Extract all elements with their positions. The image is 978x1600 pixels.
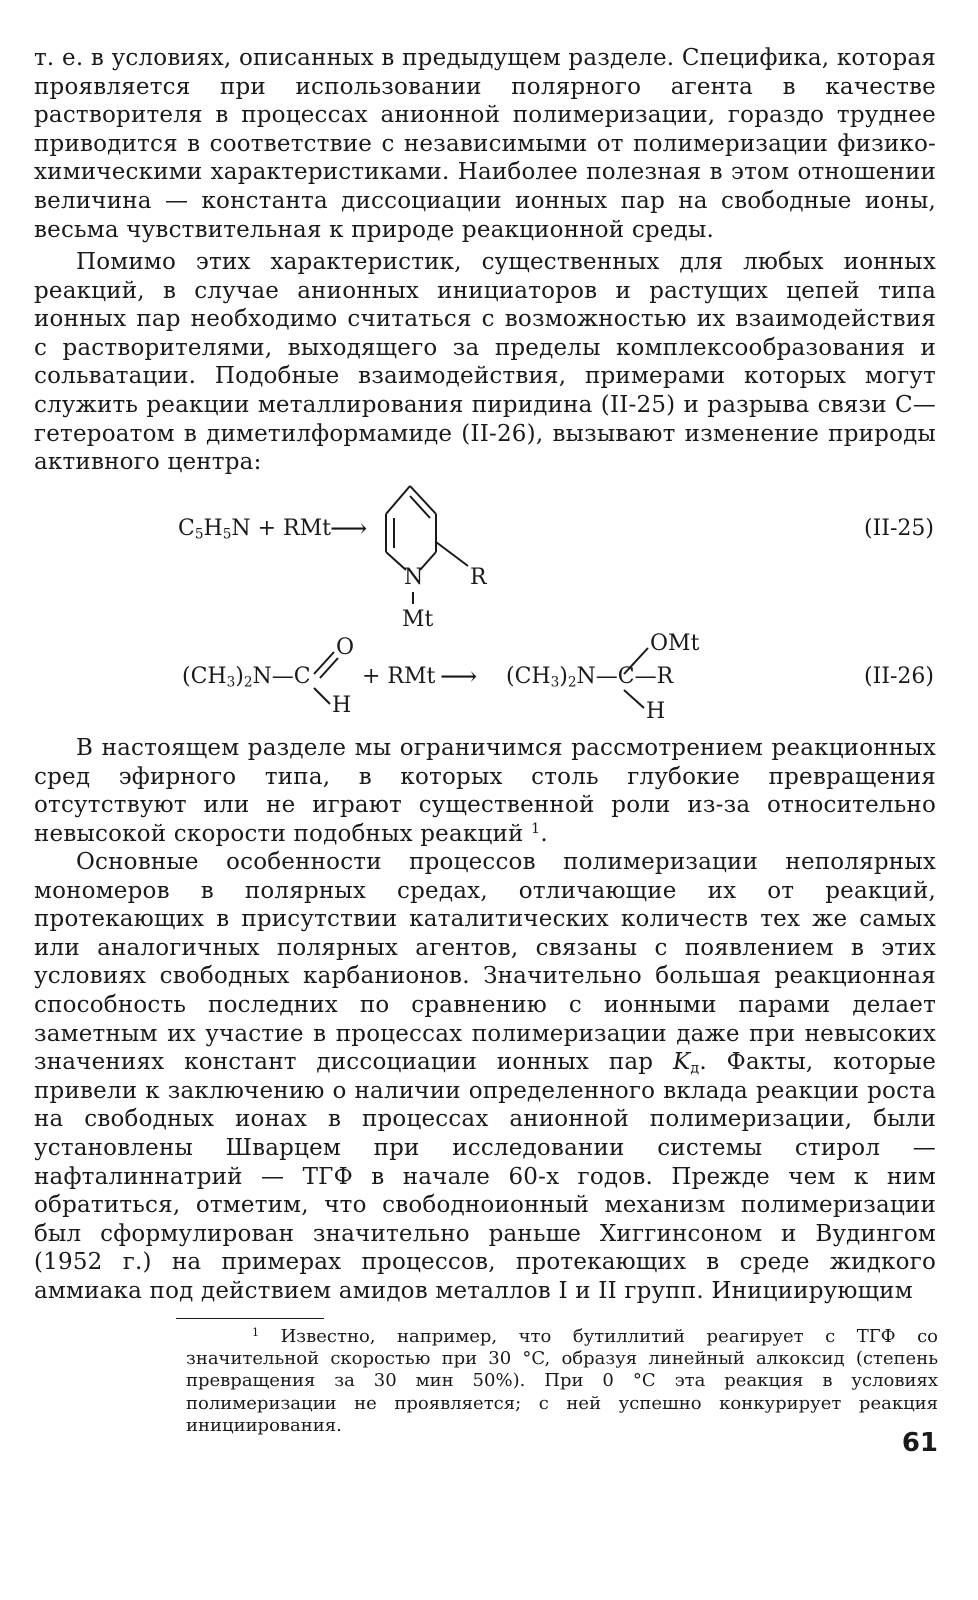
footnote xyxy=(186,1326,938,1437)
paragraph-4 xyxy=(34,848,936,1306)
eq1-arrow: ⟶ xyxy=(330,514,368,544)
equation-ii-25 xyxy=(0,480,978,640)
ch-bond xyxy=(314,688,330,704)
equation-ii-26 xyxy=(0,630,978,726)
paragraph-3-end: . xyxy=(540,820,548,847)
aldehyde-branches xyxy=(310,630,370,726)
co-double-bond xyxy=(320,658,338,678)
eq2-h-label: H xyxy=(332,693,352,718)
ring-double-bond xyxy=(410,496,430,518)
ring-n-label: N xyxy=(404,565,424,590)
eq2-rhs-h-label: H xyxy=(646,699,666,724)
dihydropyridine-ring xyxy=(380,480,500,640)
c-omt-bond xyxy=(624,648,648,674)
eq2-lhs-sub3: 3 xyxy=(226,674,236,691)
eq2-lhs-b: ) xyxy=(235,664,244,689)
eq2-plus: + RMt xyxy=(362,664,436,689)
eq2-lhs-c: N—C xyxy=(252,664,311,689)
ring-bond xyxy=(386,552,406,570)
k-subscript: д xyxy=(690,1060,700,1077)
page-number: 61 xyxy=(901,1428,938,1458)
footnote-ref: 1 xyxy=(531,820,541,837)
eq2-lhs-sub2: 2 xyxy=(243,674,253,691)
alkoxide-branches xyxy=(620,630,720,726)
eq2-number: (II-26) xyxy=(864,664,934,689)
eq2-lhs-a: (CH xyxy=(182,664,227,689)
paragraph-3-text: В настоящем разделе мы ограничимся рассмотрением реакционных сред эфирного типа, в которых столь глубокие превращения отсутствуют или не играют существенной роли из-за относительно невысокой скорости подобных реакций xyxy=(34,735,936,847)
eq1-reactants xyxy=(178,516,331,541)
ring-mt-label: Mt xyxy=(402,607,434,632)
eq2-rhs-sub2: 2 xyxy=(567,674,577,691)
co-double-bond xyxy=(314,652,334,674)
r-bond xyxy=(436,542,468,566)
eq1-c-sub: 5 xyxy=(194,526,204,543)
eq2-rhs-b: ) xyxy=(559,664,568,689)
eq2-rhs-a: (CH xyxy=(506,664,551,689)
ring-bond xyxy=(386,486,410,514)
footnote-separator xyxy=(176,1318,324,1319)
eq1-h-sub: 5 xyxy=(222,526,232,543)
paragraph-1: т. е. в условиях, описанных в предыдущем разделе. Специфика, которая проявляется при использовании полярного агента в качестве растворителя в процессах анионной полимеризации, гораздо труднее приводится в соответствие с независимыми от полимеризации физико-химическими характеристиками. Наиболее полезная в этом отношении величина — константа диссоциации ионных пар на свободные ионы, весьма чувствительная к природе реакционной среды. xyxy=(34,45,936,243)
eq2-arrow: ⟶ xyxy=(440,662,478,692)
ring-r-label: R xyxy=(470,565,487,590)
footnote-text: Известно, например, что бутиллитий реагирует с ТГФ со значительной скоростью при 30 °C, образуя линейный алкоксид (степень превращения за 30 мин 50%). При 0 °C эта реакция в условиях полимеризации не проявляется; с ней успешно конкурирует реакция инициирования. xyxy=(186,1326,938,1436)
eq2-omt-label: OMt xyxy=(650,631,700,656)
paragraph-2: Помимо этих характеристик, существенных для любых ионных реакций, в случае анионных инициаторов и растущих цепей типа ионных пар необходимо считаться с возможностью их взаимодействия с растворителями, выходящего за пределы комплексообразования и сольватации. Подобные взаимодействия, примерами которых могут служить реакции металлирования пиридина (II-25) и разрыва связи C—гетероатом в диметилформамиде (II-26), вызывают изменение природы активного центра: xyxy=(34,249,936,476)
k-symbol: K xyxy=(673,1049,691,1076)
eq1-rest: N + RMt xyxy=(231,516,331,541)
footnote-mark: 1 xyxy=(252,1325,260,1339)
paragraph-4-part2: . Факты, которые привели к заключению о наличии определенного вклада реакции роста на свободных ионах в процессах анионной полимеризации, были установлены Шварцем при исследовании системы стирол — нафталиннатрий — ТГФ в начале 60-х годов. Прежде чем к ним обратиться, отметим, что свободноионный механизм полимеризации был сформулирован значительно раньше Хиггинсоном и Вудингом (1952 г.) на примерах процессов, протекающих в среде жидкого аммиака под действием амидов металлов I и II групп. Инициирующим xyxy=(34,1049,937,1304)
c-h-bond xyxy=(624,690,644,708)
eq1-c: C xyxy=(178,516,195,541)
eq1-h: H xyxy=(203,516,223,541)
eq2-rhs-c: N—C—R xyxy=(576,664,674,689)
eq2-rhs-sub3: 3 xyxy=(550,674,560,691)
eq2-lhs xyxy=(182,664,311,689)
paragraph-3 xyxy=(34,734,936,848)
paragraph-4-part1: Основные особенности процессов полимеризации неполярных мономеров в полярных средах, отличающие их от реакций, протекающих в присутствии каталитических количеств тех же самых или аналогичных полярных агентов, связаны с появлением в этих условиях свободных карбанионов. Значительно большая реакционная способность последних по сравнению с ионными парами делает заметным их участие в процессах полимеризации даже при невысоких значениях констант диссоциации ионных пар xyxy=(34,849,936,1076)
eq2-o-label: O xyxy=(336,635,355,660)
eq1-number: (II-25) xyxy=(864,516,934,541)
